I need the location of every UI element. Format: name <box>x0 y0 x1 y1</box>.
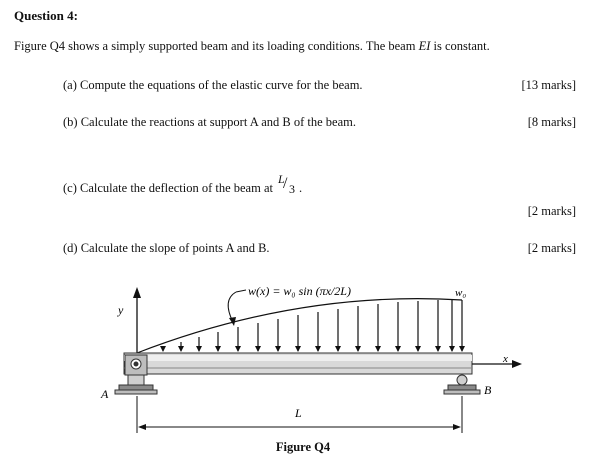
support-b-roller <box>444 375 480 394</box>
intro-variable: EI <box>418 39 431 53</box>
beam-highlight <box>124 355 472 361</box>
load-label-leader <box>236 290 246 292</box>
y-axis-arrowhead <box>133 287 141 298</box>
span-arrow-right <box>453 424 461 430</box>
fraction-slash: / <box>282 175 288 192</box>
fraction-numerator: L <box>277 172 285 186</box>
load-curve <box>137 299 462 353</box>
intro-text-before: Figure Q4 shows a simply supported beam and its loading conditions. The beam <box>14 39 419 53</box>
part-a-text: (a) Compute the equations of the elastic curve for the beam. <box>63 78 363 92</box>
fraction-denominator: 3 <box>288 182 295 196</box>
load-max-label: w₀ <box>455 287 467 299</box>
part-d-text: (d) Calculate the slope of points A and B. <box>63 241 270 255</box>
part-d-marks: [2 marks] <box>527 241 576 255</box>
span-arrow-left <box>138 424 146 430</box>
part-b-text: (b) Calculate the reactions at support A and B of the beam. <box>63 115 356 129</box>
span-label: L <box>295 406 302 420</box>
y-axis-label: y <box>118 303 124 317</box>
x-axis-label: x <box>503 353 508 365</box>
part-c-suffix: . <box>298 181 303 195</box>
intro-text-after: is constant. <box>430 39 490 53</box>
question-heading: Question 4: <box>14 8 78 23</box>
figure-caption: Figure Q4 <box>275 440 331 454</box>
load-equation-label: w(x) = w₀ sin (πx/2L) <box>248 284 351 298</box>
part-a-marks: [13 marks] <box>521 78 576 92</box>
support-b-label: B <box>484 383 492 397</box>
part-c-label: (c) Calculate the deflection of the beam at <box>63 181 273 195</box>
load-arrows <box>163 300 462 351</box>
load-label-pointer-head <box>229 317 236 326</box>
part-b-marks: [8 marks] <box>527 115 576 129</box>
x-axis-arrowhead <box>512 360 522 368</box>
support-a-label: A <box>101 387 109 401</box>
part-c-marks: [2 marks] <box>527 204 576 218</box>
